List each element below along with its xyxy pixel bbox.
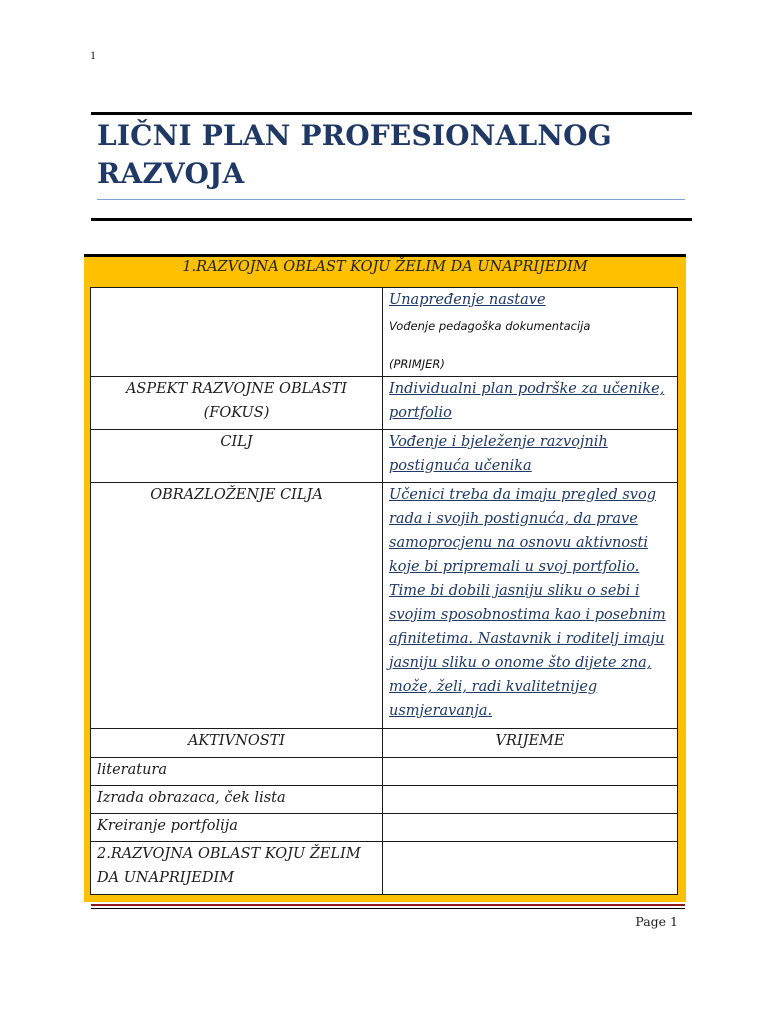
- page-footer: Page 1: [635, 914, 678, 929]
- activities-header: AKTIVNOSTI: [91, 729, 383, 758]
- table-row: [91, 729, 678, 758]
- example-note: (PRIMJER): [389, 357, 445, 371]
- title-top-rule: [91, 112, 692, 115]
- focus-label: ASPEKT RAZVOJNE OBLASTI (FOKUS): [91, 377, 383, 430]
- development-area-subtitle: Vođenje pedagoška dokumentacija: [389, 319, 591, 333]
- plan-frame: [84, 254, 686, 902]
- page-title: LIČNI PLAN PROFESIONALNOG RAZVOJA: [97, 119, 612, 190]
- footer-band: [91, 904, 685, 911]
- page-number-top: 1: [90, 48, 96, 62]
- plan-table: [90, 287, 678, 895]
- title-underline: [97, 199, 685, 200]
- goal-label: CILJ: [91, 430, 383, 483]
- table-row: [91, 786, 678, 814]
- activity-time[interactable]: [383, 758, 678, 786]
- goal-value[interactable]: Vođenje i bjeleženje razvojnih postignuća učenika: [383, 430, 678, 483]
- table-row: [91, 483, 678, 729]
- table-row: [91, 758, 678, 786]
- table-row: [91, 814, 678, 842]
- development-area-value: Unapređenje nastave: [389, 292, 546, 308]
- activity-item[interactable]: Izrada obrazaca, ček lista: [91, 786, 383, 814]
- activity-time[interactable]: [383, 814, 678, 842]
- table-row: [91, 842, 678, 895]
- time-header: VRIJEME: [383, 729, 678, 758]
- section2-value[interactable]: [383, 842, 678, 895]
- row1-label: [91, 288, 383, 377]
- row1-value[interactable]: [383, 288, 678, 377]
- section1-header: 1.RAZVOJNA OBLAST KOJU ŽELIM DA UNAPRIJEDIM: [182, 259, 588, 275]
- section2-label: 2.RAZVOJNA OBLAST KOJU ŽELIM DA UNAPRIJEDIM: [91, 842, 383, 895]
- goal-rationale-label: OBRAZLOŽENJE CILJA: [91, 483, 383, 729]
- table-row: [91, 377, 678, 430]
- activity-time[interactable]: [383, 786, 678, 814]
- activity-item[interactable]: Kreiranje portfolija: [91, 814, 383, 842]
- focus-value[interactable]: Individualni plan podrške za učenike, portfolio: [383, 377, 678, 430]
- table-row: [91, 288, 678, 377]
- goal-rationale-value[interactable]: Učenici treba da imaju pregled svog rada i svojih postignuća, da prave samoprocjenu na osnovu aktivnosti koje bi pripremali u svoj portfolio. Time bi dobili jasniju sliku o sebi i svojim sposobnostima kao i posebnim afinitetima. Nastavnik i roditelj imaju jasniju sliku o onome što dijete zna, može, želi, radi kvalitetnijeg usmjeravanja.: [383, 483, 678, 729]
- table-row: [91, 430, 678, 483]
- title-bottom-rule: [91, 218, 692, 221]
- activity-item[interactable]: literatura: [91, 758, 383, 786]
